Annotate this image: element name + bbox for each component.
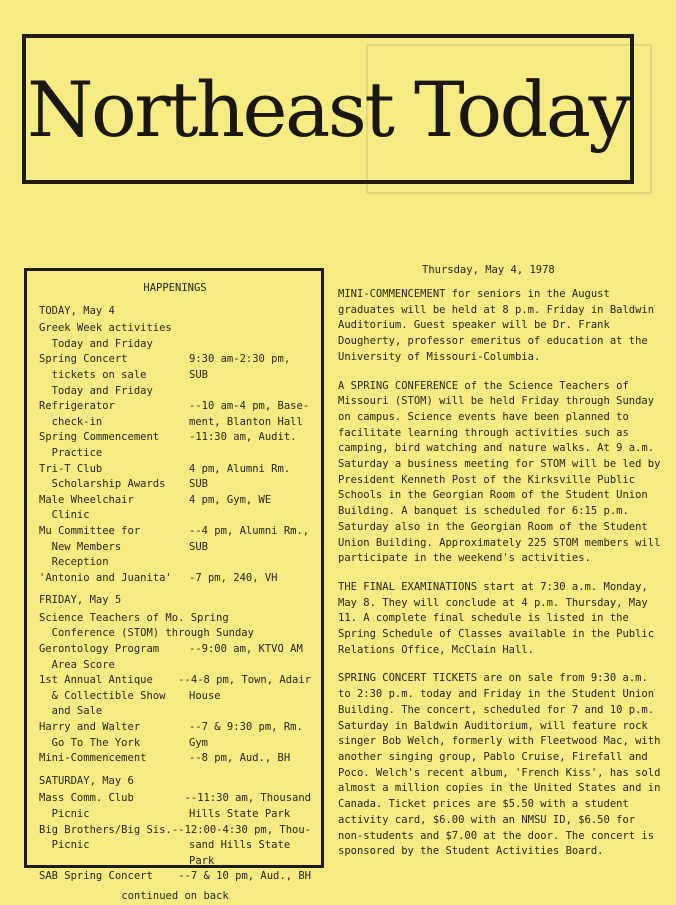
newsletter-title: Northeast Today <box>26 64 629 154</box>
event-name: Practice <box>39 446 103 459</box>
event-name: Spring Commencement <box>39 431 160 444</box>
event-time: --4 pm, Alumni Rm., <box>189 524 310 537</box>
schedule-event <box>39 352 311 368</box>
schedule-event <box>39 689 311 705</box>
event-name: Mass Comm. Club <box>39 792 134 805</box>
event-time: 4 pm, Alumni Rm. <box>189 462 291 475</box>
event-time: sand Hills State <box>189 839 291 852</box>
schedule-event <box>39 446 311 462</box>
event-name: Mu Committee for <box>39 524 141 537</box>
event-name: 'Antonio and Juanita' <box>39 571 172 584</box>
event-time: --7 & 10 pm, Aud., BH <box>178 870 311 883</box>
event-name: Area Score <box>39 658 115 671</box>
event-name: Refrigerator <box>39 400 115 413</box>
event-name: New Members <box>39 540 122 553</box>
schedule-event <box>39 415 311 431</box>
schedule-event <box>39 571 311 587</box>
happenings-schedule <box>24 268 324 902</box>
schedule-event <box>39 838 311 854</box>
event-time: --4-8 pm, Town, Adair <box>178 674 311 687</box>
schedule-event <box>39 508 311 524</box>
event-name: Picnic <box>39 839 90 852</box>
continued-note: continued on back <box>121 889 229 902</box>
schedule-event <box>39 384 311 400</box>
schedule-event <box>39 368 311 384</box>
schedule-event <box>39 524 311 540</box>
schedule-event <box>39 399 311 415</box>
event-name: Go To The York <box>39 736 141 749</box>
news-item-lead: A SPRING CONFERENCE <box>338 379 459 392</box>
event-time: --8 pm, Aud., BH <box>189 752 291 765</box>
event-name: Tri-T Club <box>39 462 103 475</box>
schedule-event <box>39 555 311 571</box>
event-time: SUB <box>189 368 208 381</box>
event-name: Clinic <box>39 509 90 522</box>
event-time <box>189 658 311 674</box>
schedule-title: HAPPENINGS <box>143 282 207 294</box>
event-name: and Sale <box>39 705 103 718</box>
event-time: -7 pm, 240, VH <box>189 571 278 584</box>
event-name: Big Brothers/Big Sis. <box>39 823 172 836</box>
event-time: Hills State Park <box>189 808 291 820</box>
event-name: Gerontology Program <box>39 643 160 656</box>
schedule-event <box>39 540 311 556</box>
event-time: --10 am-4 pm, Base- <box>189 400 310 413</box>
schedule-event <box>39 462 311 478</box>
event-name: & Collectible Show <box>39 689 166 702</box>
event-time <box>189 321 311 337</box>
event-time <box>189 611 311 627</box>
event-name: Today and Friday <box>39 337 153 350</box>
event-time: Park <box>189 854 215 867</box>
event-time <box>189 384 311 400</box>
event-name: Greek Week activities <box>39 322 172 335</box>
news-column <box>338 287 664 873</box>
schedule-event <box>39 337 311 353</box>
event-name: Today and Friday <box>39 384 153 397</box>
news-item-body: for seniors in the August graduates will be held at 8 p.m. Friday in Baldwin Auditorium. Guest speaker will be Dr. Frank Dougherty, professor emeritus of education at the University of Missouri-Columbia. <box>338 288 655 363</box>
event-name: Male Wheelchair <box>39 493 134 506</box>
schedule-event <box>39 611 311 627</box>
schedule-event <box>39 477 311 493</box>
news-item <box>338 379 664 567</box>
schedule-event <box>39 736 311 752</box>
schedule-event <box>39 430 311 446</box>
event-time <box>189 626 311 642</box>
event-name: Scholarship Awards <box>39 478 166 491</box>
event-time <box>189 704 311 720</box>
event-time <box>189 555 311 571</box>
news-item-lead: MINI-COMMENCEMENT <box>338 288 446 300</box>
event-time: --11:30 am, Thousand <box>184 792 311 805</box>
news-item-body: of the Science Teachers of Missouri (STOM) will be held Friday through Sunday on campus. Science events have been planned to facilitate learning through activities such as camping, bird watching and nature walks. At 9 a.m. Saturday a business meeting for STOM will be led by President Kenneth Post of the Kirksville Public Schools in the Georgian Room of the Student Union Building. A banquet is scheduled for 6:15 p.m. Saturday also in the Georgian Room of the Student Union Building. Approximately 225 STOM members will participate in the weekend's activities. <box>338 379 661 565</box>
schedule-event <box>39 321 311 337</box>
event-time: -11:30 am, Audit. <box>189 431 297 444</box>
schedule-event <box>39 493 311 509</box>
event-name: Science Teachers of Mo. Spring <box>39 611 229 624</box>
schedule-event <box>39 658 311 674</box>
news-item <box>338 671 664 859</box>
event-time: --9:00 am, KTVO AM <box>189 643 303 656</box>
schedule-event <box>39 869 311 885</box>
event-name: Mini-Commencement <box>39 752 147 765</box>
news-item <box>338 580 664 659</box>
event-name: Conference (STOM) through Sunday <box>39 627 254 640</box>
schedule-event <box>39 854 311 870</box>
event-time: SUB <box>189 478 208 491</box>
news-item <box>338 287 664 366</box>
schedule-event <box>39 751 311 767</box>
day-heading: FRIDAY, May 5 <box>39 594 122 607</box>
event-name: 1st Annual Antique <box>39 674 153 687</box>
news-item-lead: THE FINAL EXAMINATIONS <box>338 580 478 593</box>
schedule-event <box>39 823 311 839</box>
event-name: Picnic <box>39 808 90 820</box>
schedule-event <box>39 673 311 689</box>
event-time: --12:00-4:30 pm, Thou- <box>171 823 311 836</box>
masthead <box>22 34 634 184</box>
news-item-body: start at 7:30 a.m. Monday, May 8. They will conclude at 4 p.m. Thursday, May 11. A complete final schedule is listed in the Spring Schedule of Classes available in the Public Relations Office, McClain Hall. <box>338 580 655 656</box>
dateline: Thursday, May 4, 1978 <box>422 264 555 276</box>
event-time <box>189 337 311 353</box>
event-name: SAB Spring Concert <box>39 870 153 883</box>
schedule-event <box>39 720 311 736</box>
event-name: Spring Concert <box>39 353 128 366</box>
event-time: 9:30 am-2:30 pm, <box>189 353 291 366</box>
event-time: Gym <box>189 736 208 749</box>
schedule-days <box>39 304 311 885</box>
event-time: --7 & 9:30 pm, Rm. <box>189 721 303 734</box>
event-time: 4 pm, Gym, WE <box>189 493 272 506</box>
event-name: check-in <box>39 415 103 428</box>
day-heading: TODAY, May 4 <box>39 304 115 317</box>
schedule-event <box>39 626 311 642</box>
news-item-body: are on sale from 9:30 a.m. to 2:30 p.m. today and Friday in the Student Union Building. The concert, scheduled for 7 and 10 p.m. Saturday in Baldwin Auditorium, will feature rock singer Bob Welch, formerly with Fleetwood Mac, with another singing group, Pablo Cruise, Firefall and Poco. Welch's recent album, 'French Kiss', has sold almost a million copies in the United States and in Canada. Ticket prices are $5.50 with a student activity card, $6.00 with an NMSU ID, $6.50 for non-students and $7.00 at the door. The concert is sponsored by the Student Activities Board. <box>338 672 661 858</box>
event-name <box>39 854 189 870</box>
event-time: SUB <box>189 540 208 553</box>
schedule-event <box>39 807 311 823</box>
schedule-event <box>39 642 311 658</box>
event-time: House <box>189 689 221 702</box>
event-time <box>189 446 311 462</box>
schedule-event <box>39 704 311 720</box>
event-name: Harry and Walter <box>39 721 141 734</box>
event-name: Reception <box>39 556 109 569</box>
news-item-lead: SPRING CONCERT TICKETS <box>338 672 478 685</box>
event-time <box>189 508 311 524</box>
day-heading: SATURDAY, May 6 <box>39 774 134 787</box>
event-name: tickets on sale <box>39 368 147 381</box>
schedule-event <box>39 791 311 807</box>
event-time: ment, Blanton Hall <box>189 415 303 428</box>
